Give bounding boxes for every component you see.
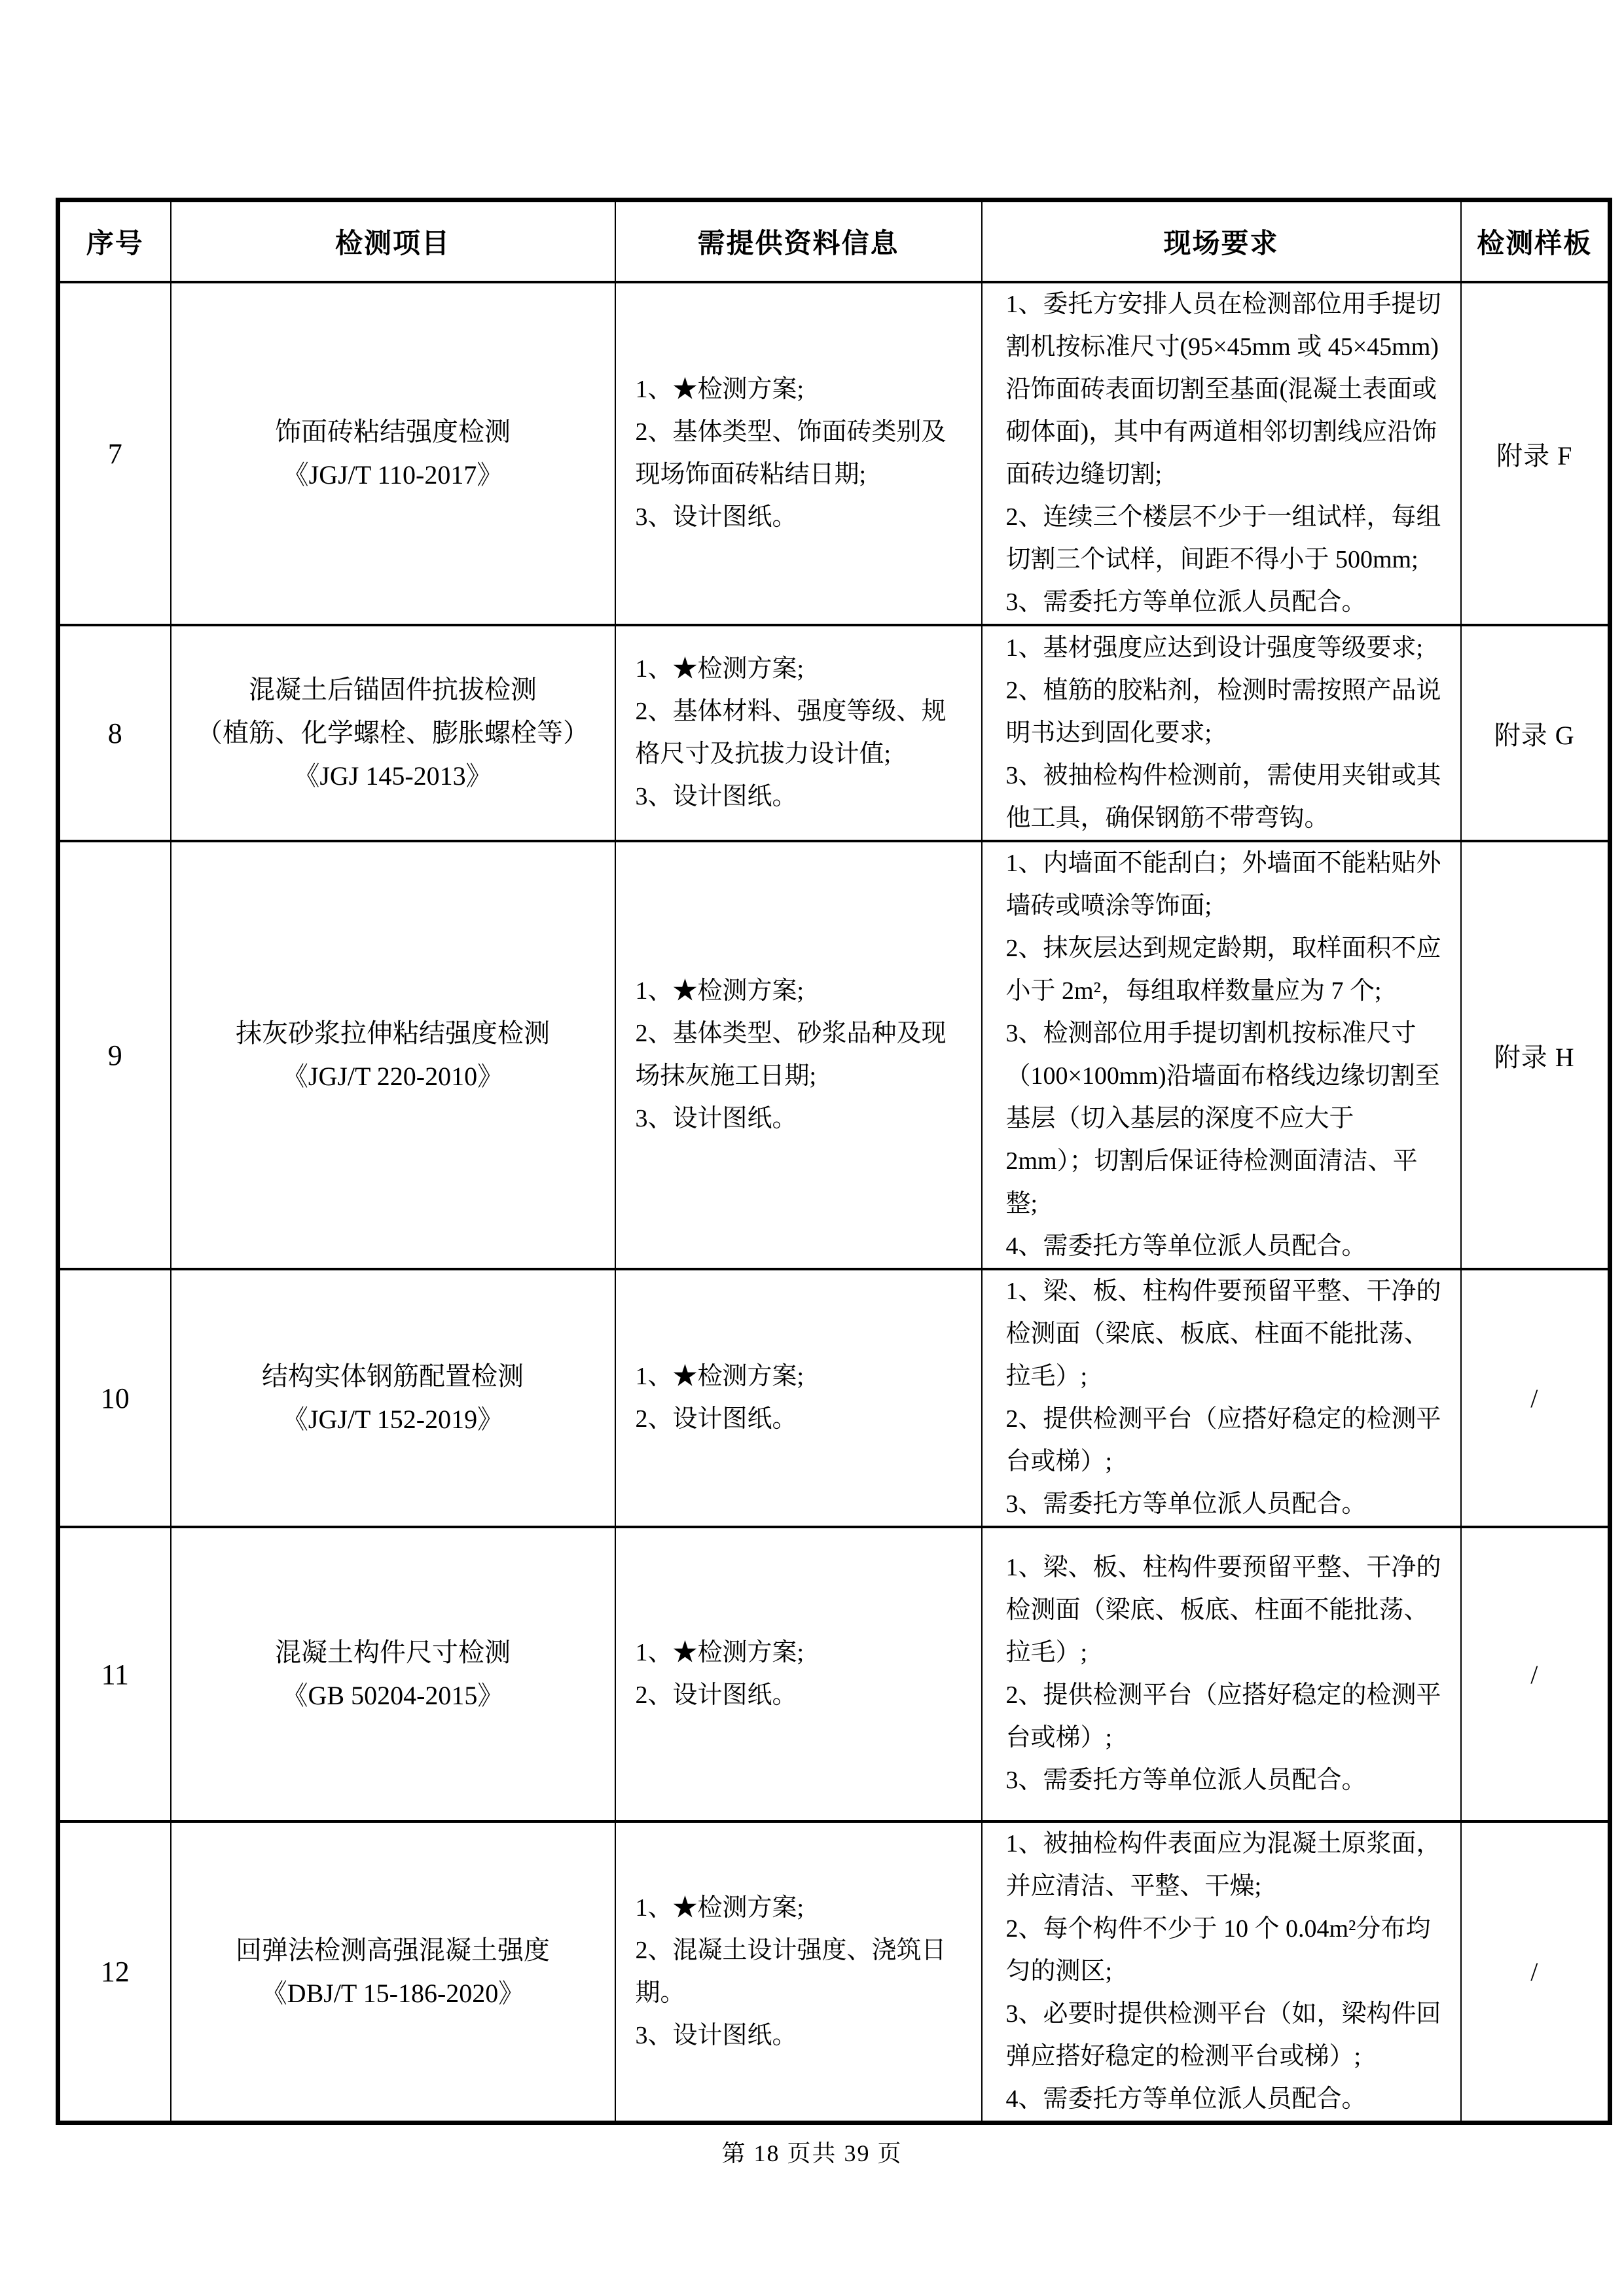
project-line: 抹灰砂浆拉伸粘结强度检测 xyxy=(236,1018,550,1048)
table-row xyxy=(58,1269,1610,1527)
column-header-requirements: 现场要求 xyxy=(982,200,1461,283)
materials-item: 2、设计图纸。 xyxy=(635,1681,797,1709)
project-line: 《JGJ 145-2013》 xyxy=(293,761,492,791)
inspection-items-table xyxy=(56,198,1612,2125)
project-line: 《GB 50204-2015》 xyxy=(281,1681,504,1710)
site-requirements-cell xyxy=(982,841,1461,1269)
materials-item: 3、设计图纸。 xyxy=(635,1105,797,1132)
materials-item: 2、基体类型、砂浆品种及现场抹灰施工日期; xyxy=(635,1020,947,1090)
materials-item: 2、设计图纸。 xyxy=(635,1405,797,1433)
requirement-item: 4、需委托方等单位派人员配合。 xyxy=(1005,2085,1367,2113)
requirement-item: 2、每个构件不少于 10 个 0.04m²分布均匀的测区; xyxy=(1005,1915,1431,1985)
project-line: 混凝土后锚固件抗拔检测 xyxy=(249,675,537,704)
project-line: 结构实体钢筋配置检测 xyxy=(262,1361,524,1391)
requirement-item: 2、提供检测平台（应搭好稳定的检测平台或梯）; xyxy=(1005,1405,1441,1475)
site-requirements-cell xyxy=(982,1269,1461,1527)
table-row xyxy=(58,625,1610,841)
table-row xyxy=(58,841,1610,1269)
requirement-item: 3、需委托方等单位派人员配合。 xyxy=(1005,588,1367,616)
materials-cell xyxy=(615,282,982,625)
materials-item: 1、★检测方案; xyxy=(635,1639,804,1666)
materials-item: 3、设计图纸。 xyxy=(635,783,797,810)
sample-appendix-cell: / xyxy=(1461,1269,1610,1527)
project-cell xyxy=(171,282,615,625)
column-header-materials: 需提供资料信息 xyxy=(615,200,982,283)
project-line: 回弹法检测高强混凝土强度 xyxy=(236,1935,550,1965)
site-requirements-cell xyxy=(982,625,1461,841)
requirement-item: 2、提供检测平台（应搭好稳定的检测平台或梯）; xyxy=(1005,1681,1441,1751)
requirement-item: 3、必要时提供检测平台（如，梁构件回弹应搭好稳定的检测平台或梯）; xyxy=(1005,2000,1441,2070)
sample-appendix-cell: 附录 F xyxy=(1461,282,1610,625)
row-number-cell: 8 xyxy=(58,625,171,841)
project-line: 《JGJ/T 110-2017》 xyxy=(282,460,503,490)
materials-item: 2、混凝土设计强度、浇筑日期。 xyxy=(635,1936,947,2007)
requirement-item: 1、内墙面不能刮白；外墙面不能粘贴外墙砖或喷涂等饰面; xyxy=(1005,850,1441,920)
column-header-no: 序号 xyxy=(58,200,171,283)
row-number-cell: 10 xyxy=(58,1269,171,1527)
requirement-item: 3、需委托方等单位派人员配合。 xyxy=(1005,1490,1367,1518)
project-cell xyxy=(171,1821,615,2123)
sample-appendix-cell: / xyxy=(1461,1821,1610,2123)
requirement-item: 3、需委托方等单位派人员配合。 xyxy=(1005,1767,1367,1794)
table-body xyxy=(58,282,1610,2123)
requirement-item: 1、委托方安排人员在检测部位用手提切割机按标准尺寸(95×45mm 或 45×45mm)沿饰面砖表面切割至基面(混凝土表面或砌体面)，其中有两道相邻切割线应沿饰面砖边缝切割; xyxy=(1005,291,1441,488)
requirement-item: 2、抹灰层达到规定龄期，取样面积不应小于 2m²，每组取样数量应为 7 个; xyxy=(1005,935,1441,1005)
row-number-cell: 12 xyxy=(58,1821,171,2123)
sample-appendix-cell: / xyxy=(1461,1527,1610,1821)
row-number-cell: 9 xyxy=(58,841,171,1269)
requirement-item: 1、梁、板、柱构件要预留平整、干净的检测面（梁底、板底、柱面不能批荡、拉毛）; xyxy=(1005,1278,1441,1390)
materials-cell xyxy=(615,625,982,841)
requirement-item: 1、被抽检构件表面应为混凝土原浆面，并应清洁、平整、干燥; xyxy=(1005,1830,1441,1900)
materials-item: 1、★检测方案; xyxy=(635,1363,804,1390)
materials-item: 2、基体材料、强度等级、规格尺寸及抗拔力设计值; xyxy=(635,698,947,768)
materials-item: 3、设计图纸。 xyxy=(635,503,797,531)
column-header-sample: 检测样板 xyxy=(1461,200,1610,283)
materials-item: 1、★检测方案; xyxy=(635,1893,804,1922)
materials-cell xyxy=(615,841,982,1269)
sample-appendix-cell: 附录 G xyxy=(1461,625,1610,841)
project-line: 《JGJ/T 220-2010》 xyxy=(281,1062,504,1091)
page-footer: 第 18 页共 39 页 xyxy=(721,2140,903,2166)
project-line: 《DBJ/T 15-186-2020》 xyxy=(261,1978,525,2008)
materials-cell xyxy=(615,1527,982,1821)
requirement-item: 1、基材强度应达到设计强度等级要求; xyxy=(1005,634,1424,662)
requirement-item: 2、连续三个楼层不少于一组试样，每组切割三个试样，间距不得小于 500mm; xyxy=(1005,503,1441,573)
project-line: 混凝土构件尺寸检测 xyxy=(275,1638,511,1667)
table-row xyxy=(58,1527,1610,1821)
materials-item: 1、★检测方案; xyxy=(635,376,804,403)
row-number-cell: 7 xyxy=(58,282,171,625)
materials-item: 3、设计图纸。 xyxy=(635,2021,797,2049)
materials-cell xyxy=(615,1821,982,2123)
project-cell xyxy=(171,841,615,1269)
project-cell xyxy=(171,1527,615,1821)
materials-item: 1、★检测方案; xyxy=(635,655,804,683)
table-row xyxy=(58,282,1610,625)
requirement-item: 3、检测部位用手提切割机按标准尺寸（100×100mm)沿墙面布格线边缘切割至基层（切入基层的深度不应大于 2mm）；切割后保证待检测面清洁、平整; xyxy=(1005,1020,1440,1217)
requirement-item: 4、需委托方等单位派人员配合。 xyxy=(1005,1232,1367,1260)
materials-item: 2、基体类型、饰面砖类别及现场饰面砖粘结日期; xyxy=(635,418,947,488)
project-line: 《JGJ/T 152-2019》 xyxy=(281,1405,504,1434)
project-cell xyxy=(171,1269,615,1527)
site-requirements-cell xyxy=(982,1821,1461,2123)
project-line: 饰面砖粘结强度检测 xyxy=(275,417,511,446)
materials-item: 1、★检测方案; xyxy=(635,977,804,1005)
requirement-item: 3、被抽检构件检测前，需使用夹钳或其他工具，确保钢筋不带弯钩。 xyxy=(1005,761,1441,832)
project-line: （植筋、化学螺栓、膨胀螺栓等） xyxy=(196,718,589,747)
project-cell xyxy=(171,625,615,841)
requirement-item: 2、植筋的胶粘剂，检测时需按照产品说明书达到固化要求; xyxy=(1005,676,1441,747)
table-row xyxy=(58,1821,1610,2123)
site-requirements-cell xyxy=(982,282,1461,625)
row-number-cell: 11 xyxy=(58,1527,171,1821)
materials-cell xyxy=(615,1269,982,1527)
table-header-row xyxy=(58,200,1610,283)
table-header xyxy=(58,200,1610,283)
requirement-item: 1、梁、板、柱构件要预留平整、干净的检测面（梁底、板底、柱面不能批荡、拉毛）; xyxy=(1005,1554,1441,1666)
site-requirements-cell xyxy=(982,1527,1461,1821)
column-header-project: 检测项目 xyxy=(171,200,615,283)
sample-appendix-cell: 附录 H xyxy=(1461,841,1610,1269)
